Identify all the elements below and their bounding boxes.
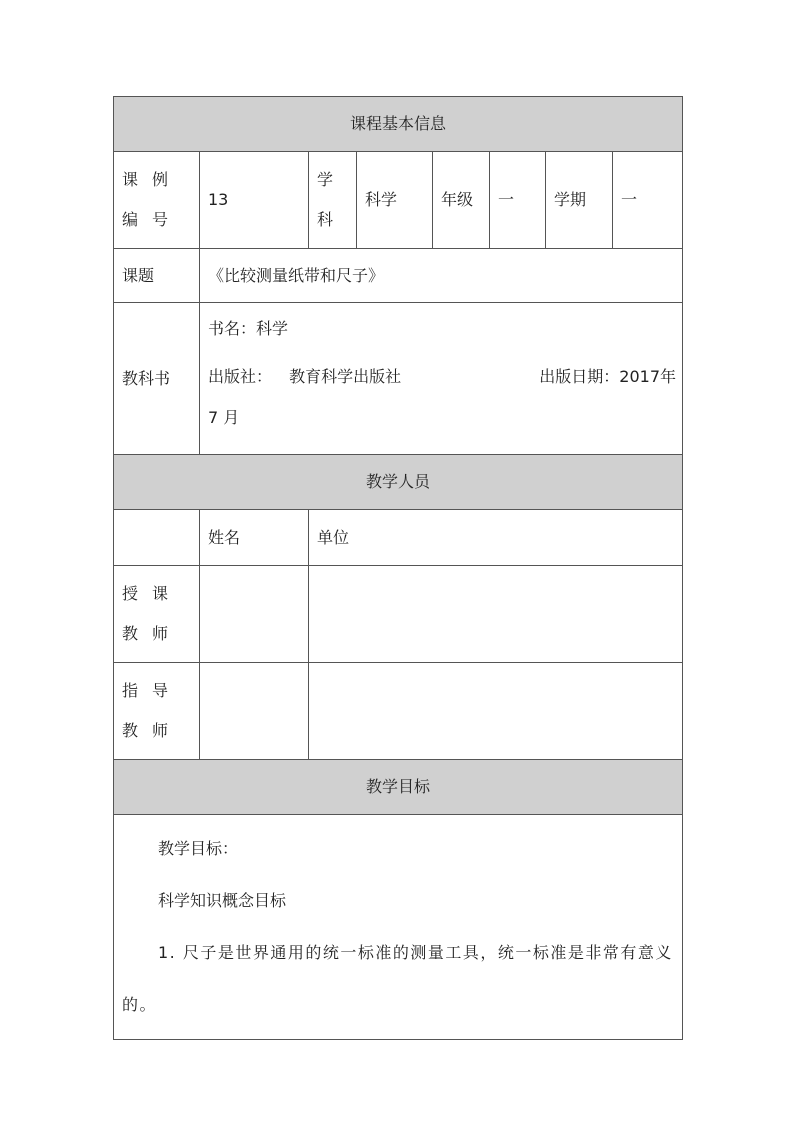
staff-name-header: 姓名 (200, 510, 309, 566)
term-label: 学期 (546, 152, 613, 249)
section-title-basic-info: 课程基本信息 (114, 97, 683, 152)
section-row-basic-info (114, 97, 683, 152)
textbook-row (114, 303, 683, 455)
teacher-unit (309, 566, 683, 663)
objective-item-1: 1. 尺子是世界通用的统一标准的测量工具，统一标准是非常有意义的。 (122, 943, 673, 1014)
teacher-label: 授课教师 (114, 566, 200, 663)
topic-row (114, 249, 683, 303)
pub-date-group (539, 351, 676, 403)
section-row-staff (114, 455, 683, 510)
pub-date-value-2: 7 月 (208, 408, 240, 427)
objectives-subheading: 科学知识概念目标 (158, 891, 287, 910)
mentor-unit (309, 663, 683, 760)
topic-value: 《比较测量纸带和尺子》 (200, 249, 683, 303)
pub-date-label: 出版日期： (539, 367, 620, 386)
staff-header-empty (114, 510, 200, 566)
staff-header-row (114, 510, 683, 566)
mentor-label: 指导教师 (114, 663, 200, 760)
teacher-name (200, 566, 309, 663)
publisher-label: 出版社： (208, 367, 273, 386)
publisher-group (208, 351, 401, 403)
objectives-content-row (114, 815, 683, 1040)
section-title-objectives: 教学目标 (114, 760, 683, 815)
teacher-row (114, 566, 683, 663)
subject-label (309, 152, 357, 249)
course-id-label: 课例编号 (114, 152, 200, 249)
objectives-heading: 教学目标： (158, 839, 239, 858)
staff-unit-header: 单位 (309, 510, 683, 566)
section-row-objectives (114, 760, 683, 815)
textbook-label: 教科书 (114, 303, 200, 455)
book-name: 书名：科学 (208, 319, 289, 338)
course-id-value: 13 (200, 152, 309, 249)
topic-label: 课题 (114, 249, 200, 303)
grade-label: 年级 (433, 152, 490, 249)
course-info-table (113, 96, 683, 1040)
objectives-content (114, 815, 683, 1040)
term-value: 一 (613, 152, 683, 249)
pub-date-value-1: 2017年 (619, 367, 677, 386)
grade-value: 一 (490, 152, 546, 249)
subject-value: 科学 (357, 152, 433, 249)
mentor-row (114, 663, 683, 760)
course-id-row (114, 152, 683, 249)
mentor-name (200, 663, 309, 760)
publisher-value: 教育科学出版社 (289, 367, 402, 386)
publisher-line (208, 351, 682, 403)
textbook-details (200, 303, 683, 455)
subject-label-text: 学科 (317, 170, 334, 229)
section-title-staff: 教学人员 (114, 455, 683, 510)
